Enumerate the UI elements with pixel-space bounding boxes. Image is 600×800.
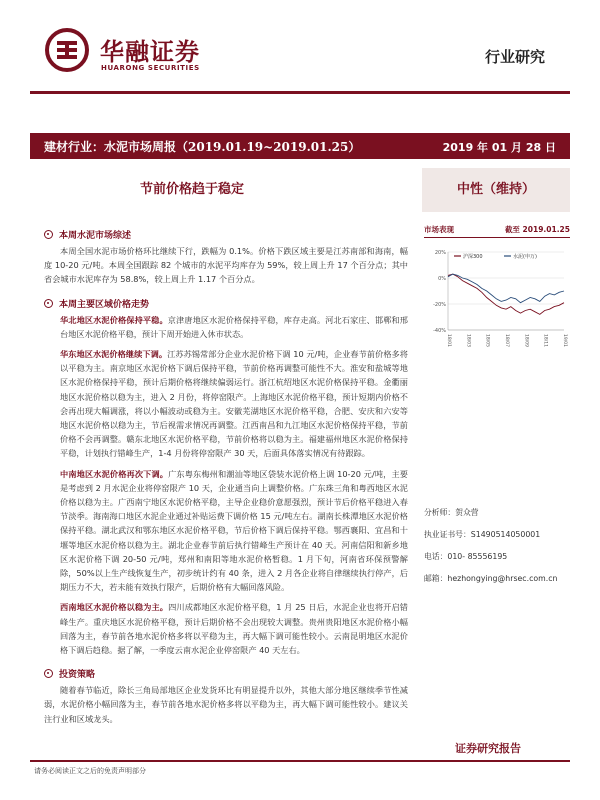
region-paragraph-southwest [60,600,408,657]
license-number: S1490514050001 [470,530,541,539]
phone-row [424,546,574,568]
market-date: 截至 2019.01.25 [504,225,570,234]
market-header [424,224,570,238]
phone-label: 电话： [424,552,448,561]
x-tick-label: 19/01 [562,334,567,347]
section-title-strategy: 投资策略 [59,670,96,681]
report-date: 2019 年 01 月 28 日 [442,141,556,154]
x-tick-label: 18/01 [446,334,451,347]
strategy-paragraph: 随着春节临近，除长三角局部地区企业发货环比有明显提升以外，其他大部分地区继续季节性减弱，水泥价格小幅回落为主，春节前各地水泥价格多将以平稳为主，再大幅下调可能性较小。建议关注行业和区域龙头。 [44,685,408,724]
x-tick-label: 18/03 [465,334,471,347]
x-tick-label: 18/07 [504,334,509,347]
region-text: 四川成都地区水泥价格平稳，1 月 25 日后，水泥企业也将开启错峰生产。重庆地区水泥价格平稳，预计后期价格不会出现较大调整。贵州贵阳地区水泥价格小幅回落为主，春节前各地水泥价格多将以平稳为主，再大幅下调可能性较小。云南昆明地区水泥价格下调后趋稳。据了解，一季度云南水泥企业停窑限产 40 天左右。 [60,602,408,656]
section-bullet-icon [44,669,53,678]
report-body [44,228,408,726]
header-rule [30,91,570,94]
region-lead: 华东地区水泥价格继续下调。 [60,349,168,360]
market-performance [424,224,570,366]
section-heading [44,297,408,310]
region-paragraph-east [60,347,408,461]
region-text: 江苏苏锡常部分企业水泥价格下调 10 元/吨，企业春节前价格多将以平稳为主。南京地区水泥价格下调后保持平稳，节前价格再调整可能性不大。淮安和盐城等地区水泥价格保持平稳，预计后期价格将继续偏弱运行。浙江杭绍地区水泥价格保持平稳。金衢丽地区水泥价格以稳为主，进入 2 月份，将停窑限产。上海地区水泥价格平稳，预计短期内价格不会再出现大幅调涨，将以小幅波动或稳为主。安徽芜湖地区水泥价格平稳，合肥、安庆和六安等地区水泥价格以稳为主，节后视需求情况再调整。江西南昌和九江地区水泥价格保持平稳，节前价格不会再调整。赣东北地区水泥价格平稳，节前价格将以稳为主。福建福州地区水泥价格保持平稳，计划执行错峰生产，1-4 月份将停窑限产 30 天，后面具体落实情况有待跟踪。 [60,349,408,459]
market-label: 市场表现 [424,225,454,234]
research-report-label: 证券研究报告 [455,742,521,755]
market-chart [424,242,570,362]
email-row [424,568,574,590]
region-text: 广东粤东梅州和潮汕等地区袋装水泥价格上调 10-20 元/吨，主要是考虑到 2 月水泥企业将停窑限产 10 天，企业通当向上调整价格。广东珠三角和粤西地区水泥价格以稳为主。广西南宁地区水泥价格平稳，主导企业稳价意愿强烈，预计节后价格平稳进入春节淡季。海南海口地区水泥企业通过补贴运费下调价格 15 元/吨左右。湖南长株潭地区水泥价格保持平稳。湖北武汉和鄂东地区水泥价格平稳，节后价格下调后保持平稳。鄂西襄阳、宜昌和十堰等地区水泥价格以稳为主。湖北企业春节前后执行错峰生产预计在 40 天。河南信阳和新乡地区水泥价格下调 20-50 元/吨，郑州和南阳等地水泥价格暂稳。1 月下旬，河南省环保预警解除，50%以上生产线恢复生产，初步统计约有 40 条，进入 2 月各企业将自律继续执行停产，后期压力不大，若未能有效执行限产，后期价格有大幅回落风险。 [60,468,408,593]
summary-paragraph: 本周全国水泥市场价格环比继续下行，跌幅为 0.1%。价格下跌区域主要是江苏南部和海南，幅度 10-20 元/吨。本周全国跟踪 82 个城市的水泥平均库存为 59%，较上周上升 17 个百分点；其中省会城市水泥库存为 58.8%，较上周上升 1.17 个百分点。 [44,246,408,285]
legend-label: 水泥(申万) [513,254,537,260]
legend-label: 沪深300 [463,254,483,260]
brand-name-en: HUARONG SECURITIES [101,64,200,72]
section-heading [44,228,408,241]
analyst-info [424,502,574,590]
series-line [448,274,564,303]
region-paragraph-central-south [60,467,408,595]
analyst-label: 分析师： [424,508,456,517]
region-lead: 西南地区水泥价格以稳为主。 [60,602,169,613]
huarong-logo [45,28,89,72]
region-lead: 中南地区水泥价格再次下调。 [60,468,169,479]
section-title-summary: 本周水泥市场综述 [59,231,132,241]
section-heading [44,667,408,680]
section-bullet-icon [44,299,53,308]
report-title: 建材行业：水泥市场周报（2019.01.19~2019.01.25） [44,140,361,154]
analyst-name: 贺众营 [455,508,479,517]
report-type: 行业研究 [484,48,545,66]
x-tick-label: 18/05 [484,334,490,347]
region-lead: 华北地区水泥价格保持平稳。 [60,314,168,325]
rating-badge: 中性（维持） [422,168,570,212]
y-tick-label: 20% [434,250,446,256]
email-address[interactable]: hezhongying@hrsec.com.cn [447,574,558,583]
y-tick-label: -20% [433,302,446,308]
y-tick-label: -40% [433,328,446,334]
headline: 节前价格趋于稳定 [140,182,245,197]
x-tick-label: 18/11 [542,334,548,347]
x-tick-label: 18/09 [523,334,529,347]
title-bar [30,133,570,159]
email-label: 邮箱： [424,574,448,583]
license-label: 执业证书号： [424,530,471,539]
y-tick-label: 0% [438,276,446,282]
phone-number: 010- 85556195 [447,552,508,561]
disclaimer: 请务必阅读正文之后的免责声明部分 [34,767,146,775]
series-line [448,274,564,314]
region-text: 京津唐地区水泥价格保持平稳，库存走高。河北石家庄、邯郸和邢台地区水泥价格平稳，预计下周开始进入休市状态。 [60,314,408,339]
brand-name: 华融证券 [100,37,200,66]
region-paragraph-north [60,313,408,341]
footer-rule [30,760,570,762]
license-row [424,524,574,546]
section-title-regions: 本周主要区域价格走势 [59,299,150,310]
section-bullet-icon [44,230,53,239]
analyst-row [424,502,574,524]
